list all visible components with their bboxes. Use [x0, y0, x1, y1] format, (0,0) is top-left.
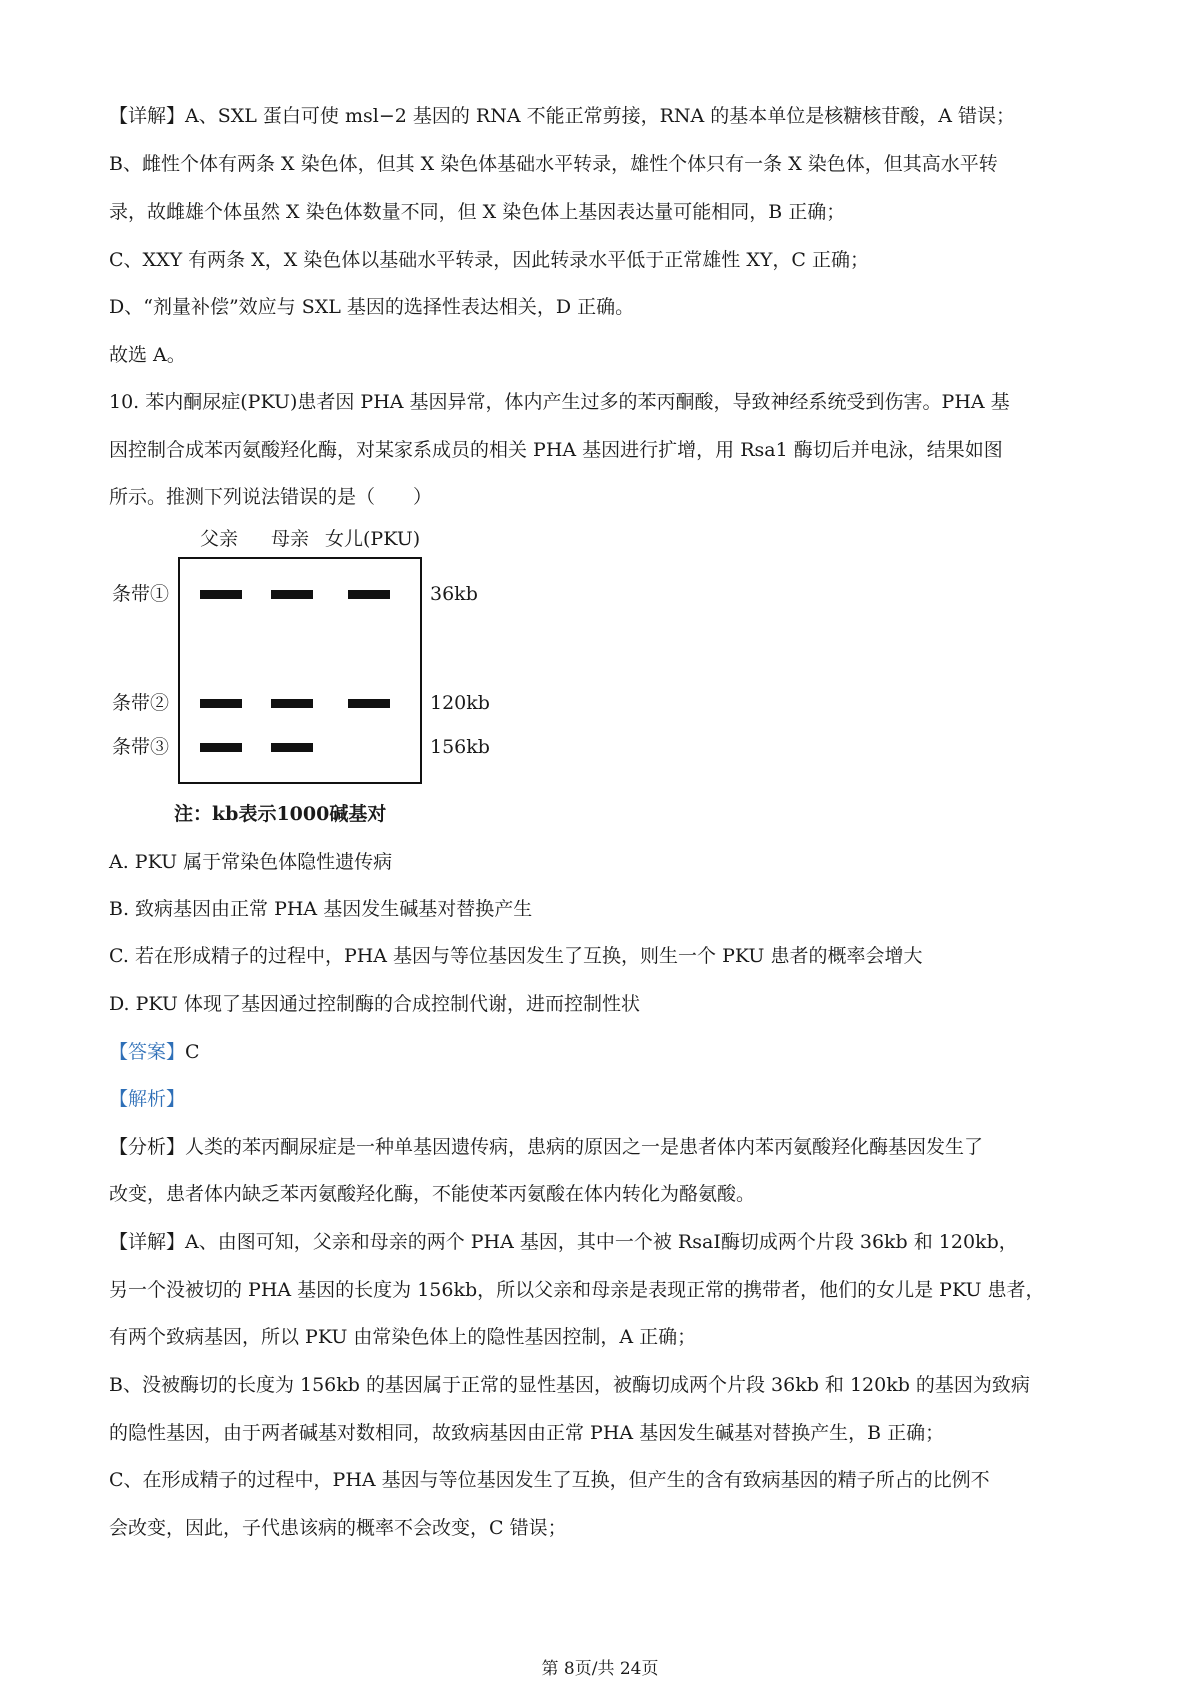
analysis-fenxi-2: 改变，患者体内缺乏苯丙氨酸羟化酶，不能使苯丙氨酸在体内转化为酪氨酸。 — [109, 1183, 756, 1205]
band-size-3: 156kb — [430, 736, 490, 758]
paragraph-detail-d: D、“剂量补偿”效应与 SXL 基因的选择性表达相关，D 正确。 — [109, 296, 635, 318]
option-a: A. PKU 属于常染色体隐性遗传病 — [109, 851, 393, 873]
band-1-mother — [271, 590, 313, 599]
band-3-mother — [271, 743, 313, 752]
question-line-3: 所示。推测下列说法错误的是（ ） — [109, 486, 433, 508]
band-1-daughter — [348, 590, 390, 599]
answer-value: C — [185, 1041, 200, 1063]
band-2-mother — [271, 699, 313, 708]
analysis-detail-5: 的隐性基因，由于两者碱基对数相同，故致病基因由正常 PHA 基因发生碱基对替换产生，B 正确； — [109, 1422, 945, 1444]
detail-text: A、SXL 蛋白可使 msl−2 基因的 RNA 不能正常剪接，RNA 的基本单位是核糖核苷酸，A 错误； — [185, 105, 1016, 127]
fenxi-tag: 【分析】 — [109, 1136, 186, 1158]
answer-line — [109, 1039, 1099, 1065]
analysis-detail-1 — [109, 1229, 1099, 1255]
detail-tag: 【详解】 — [109, 105, 186, 127]
band-size-1: 36kb — [430, 583, 478, 605]
figure-note: 注：kb表示1000碱基对 — [174, 803, 387, 825]
paragraph-detail-b1: B、雌性个体有两条 X 染色体，但其 X 染色体基础水平转录，雄性个体只有一条 X 染色体，但其高水平转 — [109, 153, 998, 175]
answer-tag: 【答案】 — [109, 1041, 186, 1063]
paragraph-detail-c: C、XXY 有两条 X，X 染色体以基础水平转录，因此转录水平低于正常雄性 XY，C 正确； — [109, 249, 869, 271]
xiangjie-text: A、由图可知，父亲和母亲的两个 PHA 基因，其中一个被 RsaⅠ酶切成两个片段 36kb 和 120kb， — [185, 1231, 1018, 1253]
option-d: D. PKU 体现了基因通过控制酶的合成控制代谢，进而控制性状 — [109, 993, 640, 1015]
option-c: C. 若在形成精子的过程中，PHA 基因与等位基因发生了互换，则生一个 PKU 患者的概率会增大 — [109, 945, 923, 967]
question-line-1: 10. 苯内酮尿症(PKU)患者因 PHA 基因异常，体内产生过多的苯丙酮酸，导致神经系统受到伤害。PHA 基 — [109, 391, 1010, 413]
band-size-2: 120kb — [430, 692, 490, 714]
column-label-mother: 母亲 — [271, 528, 310, 550]
band-2-daughter — [348, 699, 390, 708]
paragraph-choice: 故选 A。 — [109, 344, 186, 366]
analysis-fenxi-1 — [109, 1134, 1099, 1160]
band-label-1: 条带① — [112, 583, 170, 605]
analysis-tag: 【解析】 — [109, 1088, 186, 1110]
analysis-detail-2: 另一个没被切的 PHA 基因的长度为 156kb，所以父亲和母亲是表现正常的携带者，他们的女儿是 PKU 患者， — [109, 1279, 1045, 1301]
analysis-detail-6: C、在形成精子的过程中，PHA 基因与等位基因发生了互换，但产生的含有致病基因的精子所占的比例不 — [109, 1469, 990, 1491]
analysis-detail-3: 有两个致病基因，所以 PKU 由常染色体上的隐性基因控制，A 正确； — [109, 1326, 697, 1348]
paragraph-detail-b2: 录，故雌雄个体虽然 X 染色体数量不同，但 X 染色体上基因表达量可能相同，B 正确； — [109, 201, 846, 223]
column-label-father: 父亲 — [200, 528, 239, 550]
electrophoresis-figure — [100, 520, 500, 825]
xiangjie-tag: 【详解】 — [109, 1231, 186, 1253]
column-label-daughter: 女儿(PKU) — [325, 528, 421, 550]
analysis-detail-7: 会改变，因此，子代患该病的概率不会改变，C 错误； — [109, 1517, 567, 1539]
analysis-detail-4: B、没被酶切的长度为 156kb 的基因属于正常的显性基因，被酶切成两个片段 36kb 和 120kb 的基因为致病 — [109, 1374, 1030, 1396]
band-label-2: 条带② — [112, 692, 170, 714]
band-2-father — [200, 699, 242, 708]
band-3-father — [200, 743, 242, 752]
paragraph-detail-a — [109, 103, 1099, 129]
page-number: 第 8页/共 24页 — [541, 1659, 659, 1679]
question-line-2: 因控制合成苯丙氨酸羟化酶，对某家系成员的相关 PHA 基因进行扩增，用 Rsa1 酶切后并电泳，结果如图 — [109, 439, 1003, 461]
band-1-father — [200, 590, 242, 599]
fenxi-text: 人类的苯丙酮尿症是一种单基因遗传病，患病的原因之一是患者体内苯丙氨酸羟化酶基因发生了 — [185, 1136, 984, 1158]
band-label-3: 条带③ — [112, 736, 170, 758]
analysis-title — [109, 1086, 1099, 1112]
option-b: B. 致病基因由正常 PHA 基因发生碱基对替换产生 — [109, 898, 533, 920]
